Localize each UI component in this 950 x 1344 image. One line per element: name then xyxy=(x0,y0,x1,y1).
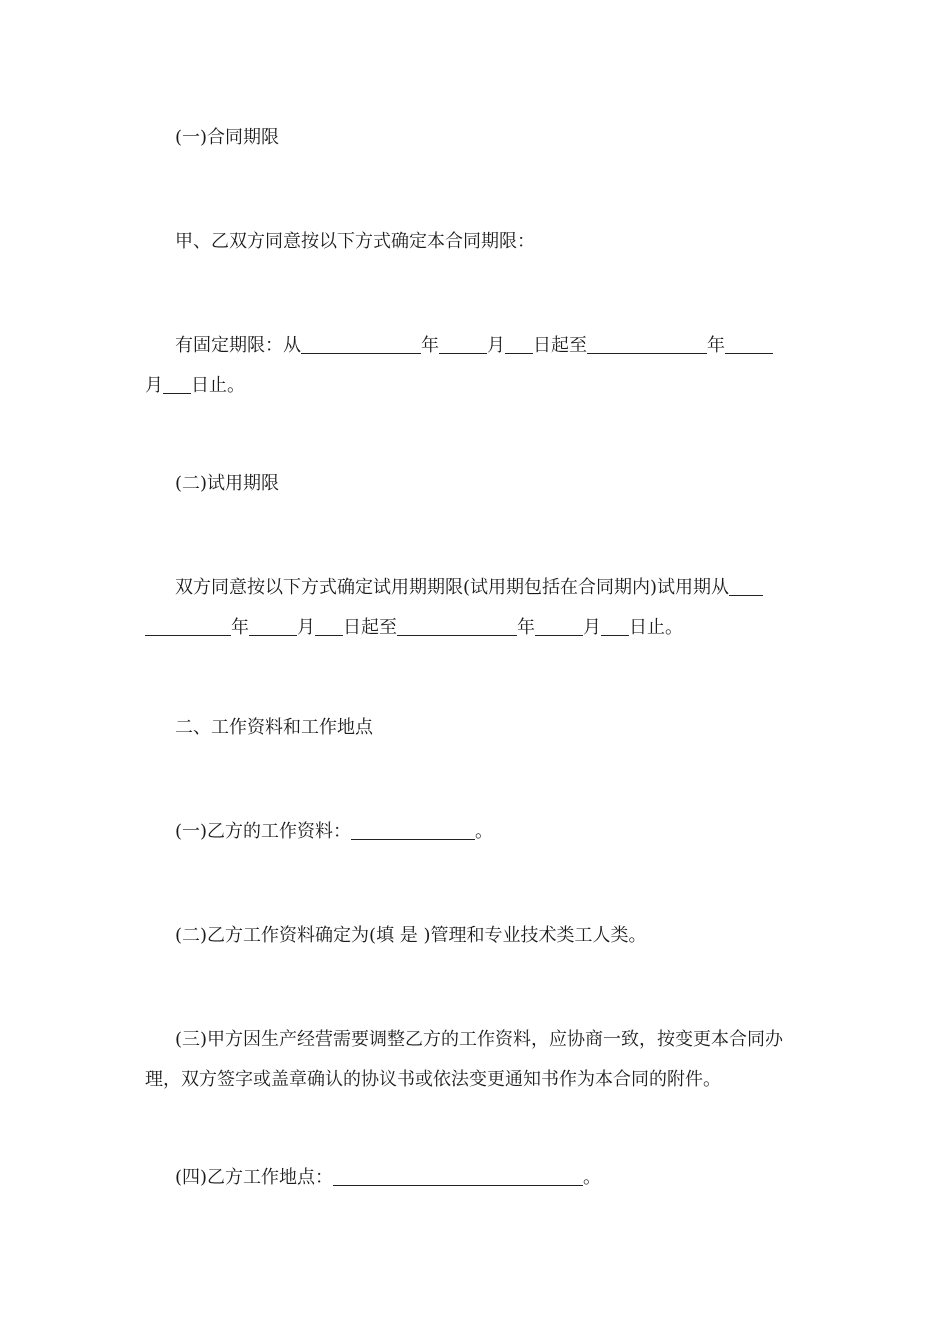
work-location-label: (四)乙方工作地点： xyxy=(175,1167,334,1188)
label-day-end: 日止。 xyxy=(191,375,245,396)
probation-clause xyxy=(145,568,810,648)
blank-probation-start-month[interactable] xyxy=(249,617,297,636)
work-category-item: (二)乙方工作资料确定为(填 是 )管理和专业技术类工人类。 xyxy=(175,925,647,946)
section-heading-contract-term: (一)合同期限 xyxy=(175,127,280,148)
label-month: 月 xyxy=(297,617,315,638)
blank-probation-start-year-b[interactable] xyxy=(145,617,231,636)
blank-probation-start-day[interactable] xyxy=(315,617,343,636)
label-year: 年 xyxy=(517,617,535,638)
probation-prefix: 双方同意按以下方式确定试用期期限(试用期包括在合同期内)试用期从 xyxy=(175,577,730,598)
label-month: 月 xyxy=(145,375,163,396)
blank-start-day[interactable] xyxy=(505,335,533,354)
label-day-end: 日止。 xyxy=(629,617,683,638)
work-content-item xyxy=(145,812,810,852)
blank-probation-end-day[interactable] xyxy=(601,617,629,636)
label-day-from: 日起至 xyxy=(533,335,587,356)
blank-work-location[interactable] xyxy=(333,1167,583,1186)
fixed-term-prefix: 有固定期限：从 xyxy=(175,335,301,356)
period: 。 xyxy=(583,1167,602,1188)
blank-end-year[interactable] xyxy=(587,335,707,354)
contract-term-intro: 甲、乙双方同意按以下方式确定本合同期限： xyxy=(175,231,535,252)
label-day-from: 日起至 xyxy=(343,617,397,638)
fixed-term-clause xyxy=(145,326,810,406)
label-year: 年 xyxy=(707,335,725,356)
blank-work-content[interactable] xyxy=(351,821,475,840)
work-location-item xyxy=(145,1158,810,1198)
label-month: 月 xyxy=(583,617,601,638)
blank-start-month[interactable] xyxy=(439,335,487,354)
blank-probation-end-year[interactable] xyxy=(397,617,517,636)
section-heading-probation: (二)试用期限 xyxy=(175,473,280,494)
blank-probation-start-year-a[interactable] xyxy=(729,577,763,596)
label-year: 年 xyxy=(231,617,249,638)
period: 。 xyxy=(475,821,494,842)
work-adjustment-item: (三)甲方因生产经营需要调整乙方的工作资料，应协商一致，按变更本合同办理，双方签字或盖章确认的协议书或依法变更通知书作为本合同的附件。 xyxy=(145,1029,784,1090)
chapter-heading-work: 二、工作资料和工作地点 xyxy=(175,717,373,738)
work-content-label: (一)乙方的工作资料： xyxy=(175,821,352,842)
label-year: 年 xyxy=(421,335,439,356)
blank-start-year[interactable] xyxy=(301,335,421,354)
blank-end-month[interactable] xyxy=(725,335,773,354)
label-month: 月 xyxy=(487,335,505,356)
blank-end-day[interactable] xyxy=(163,375,191,394)
blank-probation-end-month[interactable] xyxy=(535,617,583,636)
